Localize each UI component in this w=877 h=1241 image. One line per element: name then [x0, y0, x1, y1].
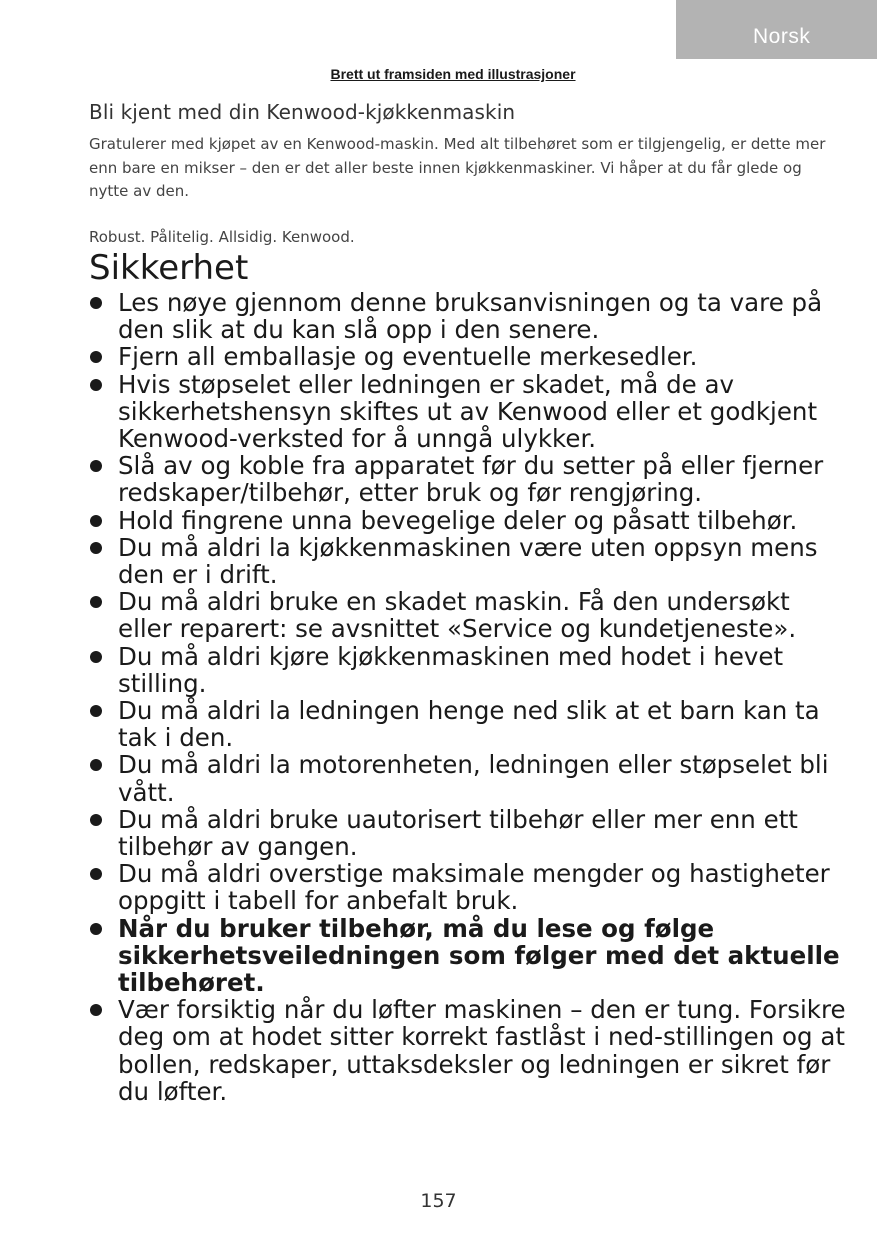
safety-item-text: Du må aldri overstige maksimale mengder og hastigheter oppgitt i tabell for anbefalt bruk. [118, 859, 830, 916]
safety-item-text: Vær forsiktig når du løfter maskinen – den er tung. Forsikre deg om at hodet sitter korrekt fastlåst i ned-stillingen og at bollen, redskaper, uttaksdeksler og ledningen er sikret før du løfter. [118, 995, 846, 1106]
safety-item [89, 751, 849, 805]
page-number: 157 [420, 1190, 457, 1212]
safety-item [89, 643, 849, 697]
unfold-note: Brett ut framsiden med illustrasjoner [330, 66, 576, 82]
bullet-icon [90, 923, 102, 935]
bullet-icon [90, 542, 102, 554]
safety-item-text: Du må aldri la ledningen henge ned slik at et barn kan ta tak i den. [118, 696, 820, 753]
bullet-icon [90, 379, 102, 391]
bullet-icon [90, 596, 102, 608]
safety-list [89, 289, 849, 1105]
bullet-icon [90, 868, 102, 880]
safety-item [89, 289, 849, 343]
bullet-icon [90, 1004, 102, 1016]
safety-item-text: Du må aldri kjøre kjøkkenmaskinen med hodet i hevet stilling. [118, 641, 784, 698]
bullet-icon [90, 705, 102, 717]
safety-item [89, 588, 849, 642]
bullet-icon [90, 814, 102, 826]
safety-item-text: Hvis støpselet eller ledningen er skadet, må de av sikkerhetshensyn skiftes ut av Kenwood eller et godkjent Kenwood-verksted for å unngå ulykker. [118, 369, 818, 454]
safety-item-text: Du må aldri la kjøkkenmaskinen være uten oppsyn mens den er i drift. [118, 532, 818, 590]
safety-item [89, 697, 849, 751]
safety-item [89, 996, 849, 1105]
safety-item-text: Når du bruker tilbehør, må du lese og følge sikkerhetsveiledningen som følger med det aktuelle tilbehøret. [118, 913, 840, 998]
bullet-icon [90, 297, 102, 309]
safety-item-text: Hold fingrene unna bevegelige deler og påsatt tilbehør. [118, 505, 798, 535]
bullet-icon [90, 351, 102, 363]
language-tab: Norsk [676, 0, 877, 59]
safety-item-text: Fjern all emballasje og eventuelle merkesedler. [118, 342, 698, 372]
bullet-icon [90, 460, 102, 472]
section-title: Sikkerhet [89, 248, 249, 288]
safety-item [89, 534, 849, 588]
safety-item [89, 860, 849, 914]
safety-item-text: Du må aldri bruke uautorisert tilbehør eller mer enn ett tilbehør av gangen. [118, 804, 798, 862]
safety-item-text: Les nøye gjennom denne bruksanvisningen og ta vare på den slik at du kan slå opp i den senere. [118, 288, 823, 345]
safety-item [89, 371, 849, 453]
safety-item-text: Du må aldri la motorenheten, ledningen eller støpselet bli vått. [118, 750, 829, 807]
safety-item [89, 452, 849, 506]
tagline: Robust. Pålitelig. Allsidig. Kenwood. [89, 228, 355, 246]
safety-item-accessory-warning [89, 915, 849, 997]
bullet-icon [90, 759, 102, 771]
safety-item [89, 507, 849, 534]
safety-item [89, 806, 849, 860]
intro-paragraph: Gratulerer med kjøpet av en Kenwood-maskin. Med alt tilbehøret som er tilgjengelig, er dette mer enn bare en mikser – den er det aller beste innen kjøkkenmaskiner. Vi håper at du får glede og nytte av den. [89, 135, 826, 200]
intro-heading: Bli kjent med din Kenwood-kjøkkenmaskin [89, 100, 516, 124]
safety-item-text: Slå av og koble fra apparatet før du setter på eller fjerner redskaper/tilbehør, etter bruk og før rengjøring. [118, 451, 824, 508]
bullet-icon [90, 515, 102, 527]
bullet-icon [90, 651, 102, 663]
safety-item [89, 343, 849, 370]
safety-item-text: Du må aldri bruke en skadet maskin. Få den undersøkt eller reparert: se avsnittet «Service og kundetjeneste». [118, 587, 797, 644]
